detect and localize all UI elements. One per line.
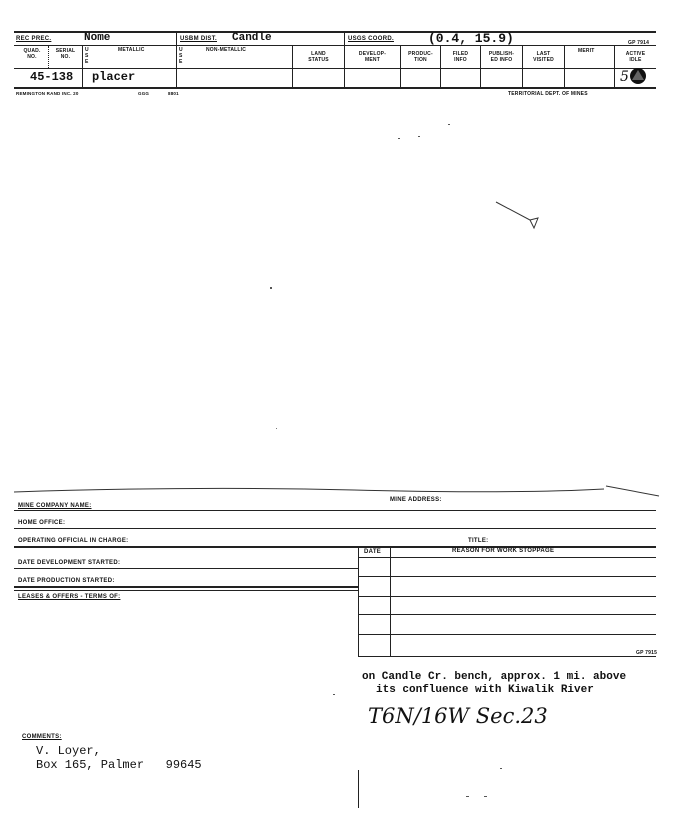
leases-offers-label: LEASES & OFFERS - TERMS OF: (18, 594, 121, 600)
date-column-header: DATE (364, 549, 382, 555)
card-top-edge (14, 484, 664, 500)
speck (270, 287, 272, 289)
title-label: TITLE: (468, 538, 489, 544)
quad-label: QUAD. NO. (23, 48, 41, 60)
printer-imprint: REMINGTON RAND INC. 20 (16, 91, 79, 96)
comment-line-1: V. Loyer, (36, 744, 101, 758)
rec-prec-value: Nome (84, 32, 111, 44)
land-status-label: LAND STATUS (308, 51, 329, 63)
printer-code-2: 8801 (168, 91, 179, 96)
operating-official-label: OPERATING OFFICIAL IN CHARGE: (18, 538, 129, 544)
active-stamp-mark (628, 66, 648, 86)
handwritten-location: T6N/16W Sec.23 (368, 704, 548, 728)
speck (418, 136, 420, 137)
use-metallic-marker: U S E (85, 47, 89, 65)
date-development-label: DATE DEVELOPMENT STARTED: (18, 560, 121, 566)
metallic-label: METALLIC (118, 47, 145, 53)
printer-code-1: GGG (138, 91, 150, 96)
reason-column-header: REASON FOR WORK STOPPAGE (452, 548, 555, 554)
active-idle-label: ACTIVE IDLE (625, 51, 646, 63)
usbm-dist-value: Candle (232, 32, 272, 44)
use-nonmetallic-marker: U S E (179, 47, 183, 65)
speck (466, 796, 469, 797)
top-form-number: GP 7914 (628, 40, 650, 46)
filed-info-label: FILED INFO (452, 51, 469, 63)
serial-label: SERIAL NO. (55, 48, 76, 60)
published-info-label: PUBLISH- ED INFO (488, 51, 515, 63)
comments-label: COMMENTS: (22, 734, 62, 740)
speck (448, 124, 450, 125)
quad-serial-value: 45-138 (30, 70, 74, 84)
production-label: PRODUC- TION (408, 51, 433, 63)
bottom-form-number: GP 7915 (636, 650, 658, 656)
stray-pen-mark (494, 198, 544, 230)
usbm-dist-label: USBM DIST. (180, 36, 218, 42)
active-handwritten-mark: 5 (620, 69, 629, 85)
usgs-coord-label: USGS COORD. (348, 36, 394, 42)
metallic-value: placer (92, 70, 136, 84)
mine-company-label: MINE COMPANY NAME: (18, 503, 92, 509)
speck (484, 796, 487, 797)
territorial-dept-imprint: TERRITORIAL DEPT. OF MINES (508, 91, 588, 97)
usgs-coord-value: (0.4, 15.9) (428, 31, 514, 46)
speck (500, 768, 502, 769)
date-production-label: DATE PRODUCTION STARTED: (18, 578, 115, 584)
home-office-label: HOME OFFICE: (18, 520, 66, 526)
speck (398, 138, 400, 139)
merit-label: MERIT (578, 48, 595, 54)
development-label: DEVELOP- MENT (358, 51, 387, 63)
mine-address-label: MINE ADDRESS: (390, 497, 442, 503)
comment-line-2: Box 165, Palmer 99645 (36, 758, 202, 772)
location-line-2: its confluence with Kiwalik River (376, 684, 594, 696)
last-visited-label: LAST VISITED (533, 51, 554, 63)
location-line-1: on Candle Cr. bench, approx. 1 mi. above (362, 671, 627, 683)
nonmetallic-label: NON-METALLIC (206, 47, 247, 53)
speck (333, 694, 335, 695)
speck (276, 428, 277, 429)
rec-prec-label: REC PREC. (16, 36, 52, 42)
